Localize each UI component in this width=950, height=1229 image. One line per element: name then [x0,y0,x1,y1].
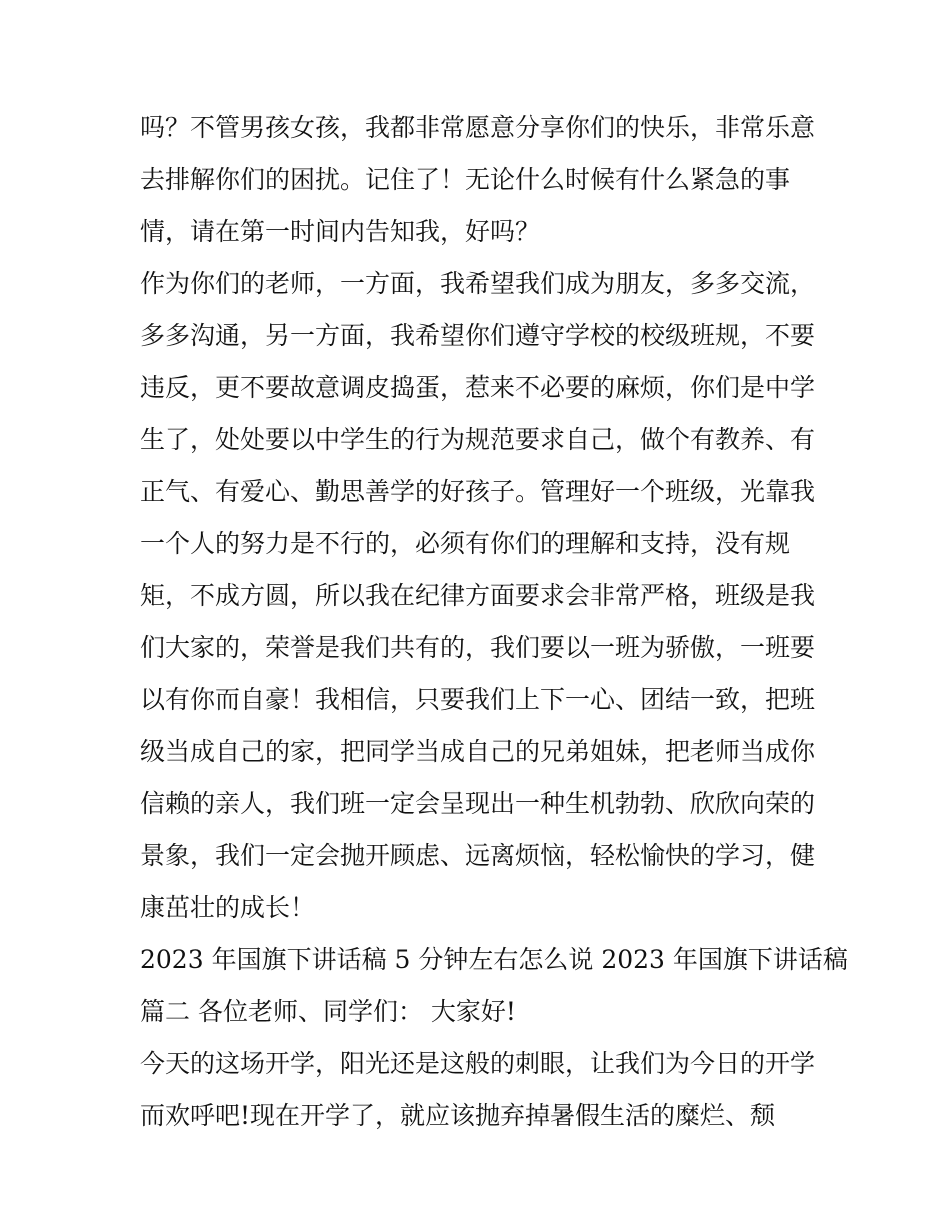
text-line: 以有你而自豪！我相信，只要我们上下一心、团结一致，把班 [140,685,816,714]
text-line: 违反，更不要故意调皮捣蛋，惹来不必要的麻烦，你们是中学 [140,373,816,402]
text-line: 级当成自己的家，把同学当成自己的兄弟姐妹，把老师当成你 [140,737,816,766]
section-heading-line: 2023 年国旗下讲话稿 5 分钟左右怎么说 2023 年国旗下讲话稿 [140,945,848,974]
text-line: 们大家的，荣誉是我们共有的，我们要以一班为骄傲，一班要 [140,633,816,662]
text-line: 今天的这场开学，阳光还是这般的刺眼，让我们为今日的开学 [140,1049,816,1078]
document-body [140,102,848,1142]
text-line: 康茁壮的成长！ [140,893,316,922]
text-line: 吗？不管男孩女孩，我都非常愿意分享你们的快乐，非常乐意 [140,113,816,142]
text-line: 信赖的亲人，我们班一定会呈现出一种生机勃勃、欣欣向荣的 [140,789,816,818]
text-line: 生了，处处要以中学生的行为规范要求自己，做个有教养、有 [140,425,816,454]
text-line: 景象，我们一定会抛开顾虑、远离烦恼，轻松愉快的学习，健 [140,841,816,870]
text-line: 正气、有爱心、勤思善学的好孩子。管理好一个班级，光靠我 [140,477,816,506]
text-line: 作为你们的老师，一方面，我希望我们成为朋友，多多交流， [140,269,816,298]
text-line: 一个人的努力是不行的，必须有你们的理解和支持，没有规 [140,529,791,558]
text-line: 情，请在第一时间内告知我，好吗？ [140,217,541,246]
text-line: 多多沟通，另一方面，我希望你们遵守学校的校级班规，不要 [140,321,816,350]
text-line: 去排解你们的困扰。记住了！无论什么时候有什么紧急的事 [140,165,791,194]
section-heading-line: 篇二 各位老师、同学们： 大家好! [140,997,516,1026]
text-line: 而欢呼吧!现在开学了，就应该抛弃掉暑假生活的糜烂、颓 [140,1101,776,1130]
text-line: 矩，不成方圆，所以我在纪律方面要求会非常严格，班级是我 [140,581,816,610]
